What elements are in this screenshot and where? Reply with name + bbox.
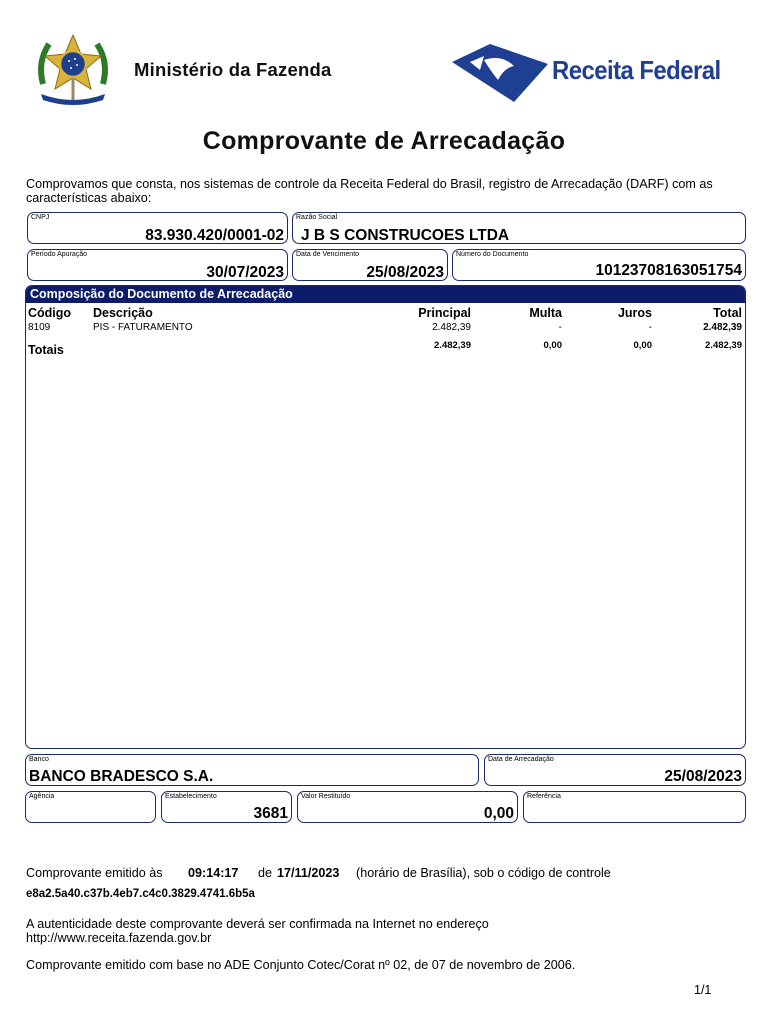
data-arrecadacao-value: 25/08/2023 xyxy=(664,768,742,785)
banco-value: BANCO BRADESCO S.A. xyxy=(29,768,214,785)
row-multa: - xyxy=(558,322,562,333)
numero-documento-field xyxy=(452,249,746,281)
auth-line: A autenticidade deste comprovante deverá ser confirmada na Internet no endereço xyxy=(26,917,489,931)
page-number: 1/1 xyxy=(694,983,712,997)
emitted-date: 17/11/2023 xyxy=(277,866,340,880)
row-descricao: PIS - FATURAMENTO xyxy=(93,322,193,333)
agency-name: Receita Federal xyxy=(552,55,721,85)
valor-restituido-label: Valor Restituído xyxy=(301,793,351,800)
razao-social-field xyxy=(292,212,746,244)
ministry-name: Ministério da Fazenda xyxy=(134,59,332,80)
header-descricao: Descrição xyxy=(93,306,153,320)
auth-url: http://www.receita.fazenda.gov.br xyxy=(26,931,212,945)
data-vencimento-value: 25/08/2023 xyxy=(366,264,444,281)
valor-restituido-field xyxy=(297,791,518,823)
data-arrecadacao-label: Data de Arrecadação xyxy=(488,756,554,763)
cnpj-field xyxy=(27,212,288,244)
header-principal: Principal xyxy=(418,306,471,320)
receita-federal-logo-icon xyxy=(450,40,550,104)
razao-social-value: J B S CONSTRUCOES LTDA xyxy=(301,227,510,244)
totals-total: 2.482,39 xyxy=(705,340,742,351)
numero-documento-value: 10123708163051754 xyxy=(595,262,742,279)
razao-social-label: Razão Social xyxy=(296,214,338,221)
row-codigo: 8109 xyxy=(28,322,51,333)
periodo-apuracao-label: Período Apuração xyxy=(31,251,88,258)
data-arrecadacao-field xyxy=(484,754,746,786)
row-total: 2.482,39 xyxy=(703,322,742,333)
composition-title: Composição do Documento de Arrecadação xyxy=(26,286,745,303)
periodo-apuracao-value: 30/07/2023 xyxy=(206,264,284,281)
document-title: Comprovante de Arrecadação xyxy=(202,127,566,155)
estabelecimento-field xyxy=(161,791,292,823)
valor-restituido-value: 0,00 xyxy=(483,805,514,822)
header-multa: Multa xyxy=(529,306,562,320)
referencia-label: Referência xyxy=(527,793,561,800)
row-principal: 2.482,39 xyxy=(432,322,471,333)
row-juros: - xyxy=(648,322,652,333)
estabelecimento-value: 3681 xyxy=(253,805,288,822)
cnpj-label: CNPJ xyxy=(31,214,50,221)
emitted-suffix: (horário de Brasília), sob o código de controle xyxy=(356,866,611,880)
intro-text: Comprovamos que consta, nos sistemas de controle da Receita Federal do Brasil, registro de Arrecadação (DARF) com as características abaixo: xyxy=(26,177,713,205)
totals-principal: 2.482,39 xyxy=(434,340,471,351)
totals-label: Totais xyxy=(28,343,64,357)
agencia-label: Agência xyxy=(29,793,55,800)
cnpj-value: 83.930.420/0001-02 xyxy=(145,227,284,244)
legal-basis: Comprovante emitido com base no ADE Conjunto Cotec/Corat nº 02, de 07 de novembro de 2006. xyxy=(26,958,576,972)
banco-field xyxy=(25,754,479,786)
numero-documento-label: Número do Documento xyxy=(456,251,529,258)
header-codigo: Código xyxy=(28,306,72,320)
banco-label: Banco xyxy=(29,756,49,763)
periodo-apuracao-field xyxy=(27,249,288,281)
data-vencimento-label: Data de Vencimento xyxy=(296,251,360,258)
emitted-time: 09:14:17 xyxy=(188,866,239,880)
header-juros: Juros xyxy=(617,306,652,320)
brazil-coat-of-arms-logo xyxy=(33,32,113,108)
agencia-field xyxy=(25,791,156,823)
emitted-date-prefix: de xyxy=(258,866,273,880)
referencia-field xyxy=(523,791,746,823)
composition-panel xyxy=(25,285,746,749)
control-code: e8a2.5a40.c37b.4eb7.c4c0.3829.4741.6b5a xyxy=(26,888,255,900)
header-total: Total xyxy=(713,306,742,320)
emitted-prefix: Comprovante emitido às xyxy=(26,866,163,880)
data-vencimento-field xyxy=(292,249,448,281)
estabelecimento-label: Estabelecimento xyxy=(165,793,217,800)
totals-juros: 0,00 xyxy=(633,340,652,351)
totals-multa: 0,00 xyxy=(543,340,562,351)
